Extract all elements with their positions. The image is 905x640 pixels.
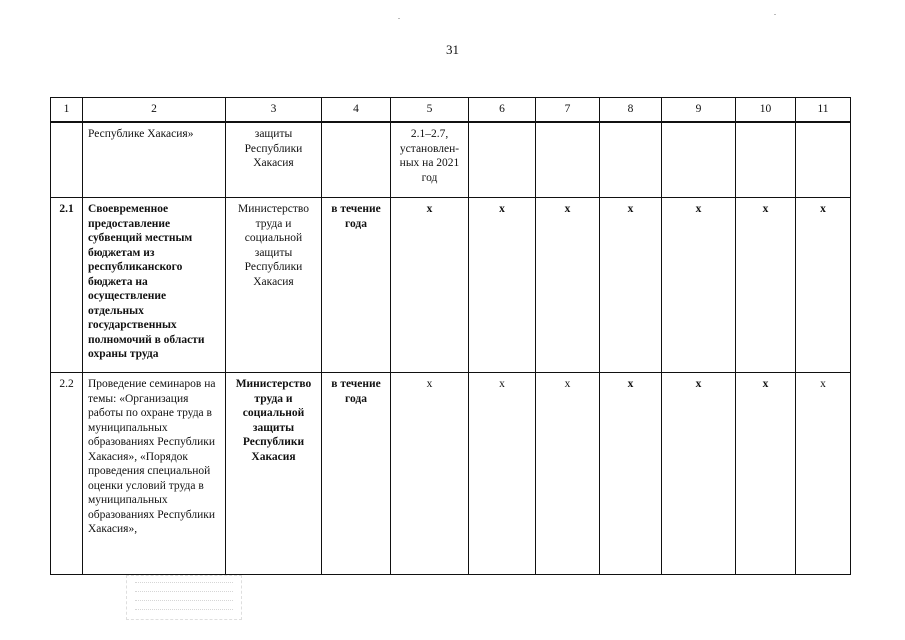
value-cell — [600, 122, 662, 198]
value-cell: х — [391, 373, 469, 575]
value-cell: х — [736, 198, 796, 373]
measure-name: Республике Хакасия» — [83, 122, 226, 198]
value-cell: х — [600, 373, 662, 575]
value-cell — [536, 122, 600, 198]
plan-table — [50, 97, 851, 575]
executor: Министерство труда и социальной защиты Республики Хакасия — [226, 198, 322, 373]
value-cell — [796, 122, 851, 198]
measure-name: Своевременное предоставление субвенций местным бюджетам из республиканского бюджета на осуществление отдельных государственных полномочий в области охраны труда — [83, 198, 226, 373]
column-number: 4 — [322, 98, 391, 123]
column-number: 1 — [51, 98, 83, 123]
value-cell: х — [796, 198, 851, 373]
column-number-row — [51, 98, 851, 123]
value-cell — [469, 122, 536, 198]
value-cell: х — [662, 373, 736, 575]
column-number: 5 — [391, 98, 469, 123]
column-number: 6 — [469, 98, 536, 123]
value-cell: х — [796, 373, 851, 575]
value-cell: х — [469, 373, 536, 575]
value-cell: х — [536, 198, 600, 373]
column-number: 7 — [536, 98, 600, 123]
value-cell: х — [536, 373, 600, 575]
column-number: 10 — [736, 98, 796, 123]
term: в течение года — [322, 373, 391, 575]
value-cell: 2.1–2.7, установлен- ных на 2021 год — [391, 122, 469, 198]
faint-stamp — [126, 575, 242, 620]
term: в течение года — [322, 198, 391, 373]
measure-name: Проведение семинаров на темы: «Организация работы по охране труда в муниципальных образованиях Республики Хакасия», «Порядок проведения специальной оценки условий труда в муниципальных образованиях Республики Хакасия», — [83, 373, 226, 575]
value-cell: х — [736, 373, 796, 575]
row-number: 2.1 — [51, 198, 83, 373]
column-number: 3 — [226, 98, 322, 123]
executor: Министерство труда и социальной защиты Республики Хакасия — [226, 373, 322, 575]
page-number: 31 — [446, 42, 459, 57]
scan-speck — [398, 18, 400, 19]
value-cell: х — [469, 198, 536, 373]
executor: защиты Республики Хакасия — [226, 122, 322, 198]
row-number: 2.2 — [51, 373, 83, 575]
table-row — [51, 198, 851, 373]
value-cell — [736, 122, 796, 198]
column-number: 9 — [662, 98, 736, 123]
column-number: 8 — [600, 98, 662, 123]
value-cell: х — [662, 198, 736, 373]
value-cell: х — [600, 198, 662, 373]
scan-speck — [774, 14, 776, 15]
row-number — [51, 122, 83, 198]
term — [322, 122, 391, 198]
value-cell — [662, 122, 736, 198]
table-row — [51, 373, 851, 575]
column-number: 11 — [796, 98, 851, 123]
column-number: 2 — [83, 98, 226, 123]
table-row — [51, 122, 851, 198]
value-cell: х — [391, 198, 469, 373]
